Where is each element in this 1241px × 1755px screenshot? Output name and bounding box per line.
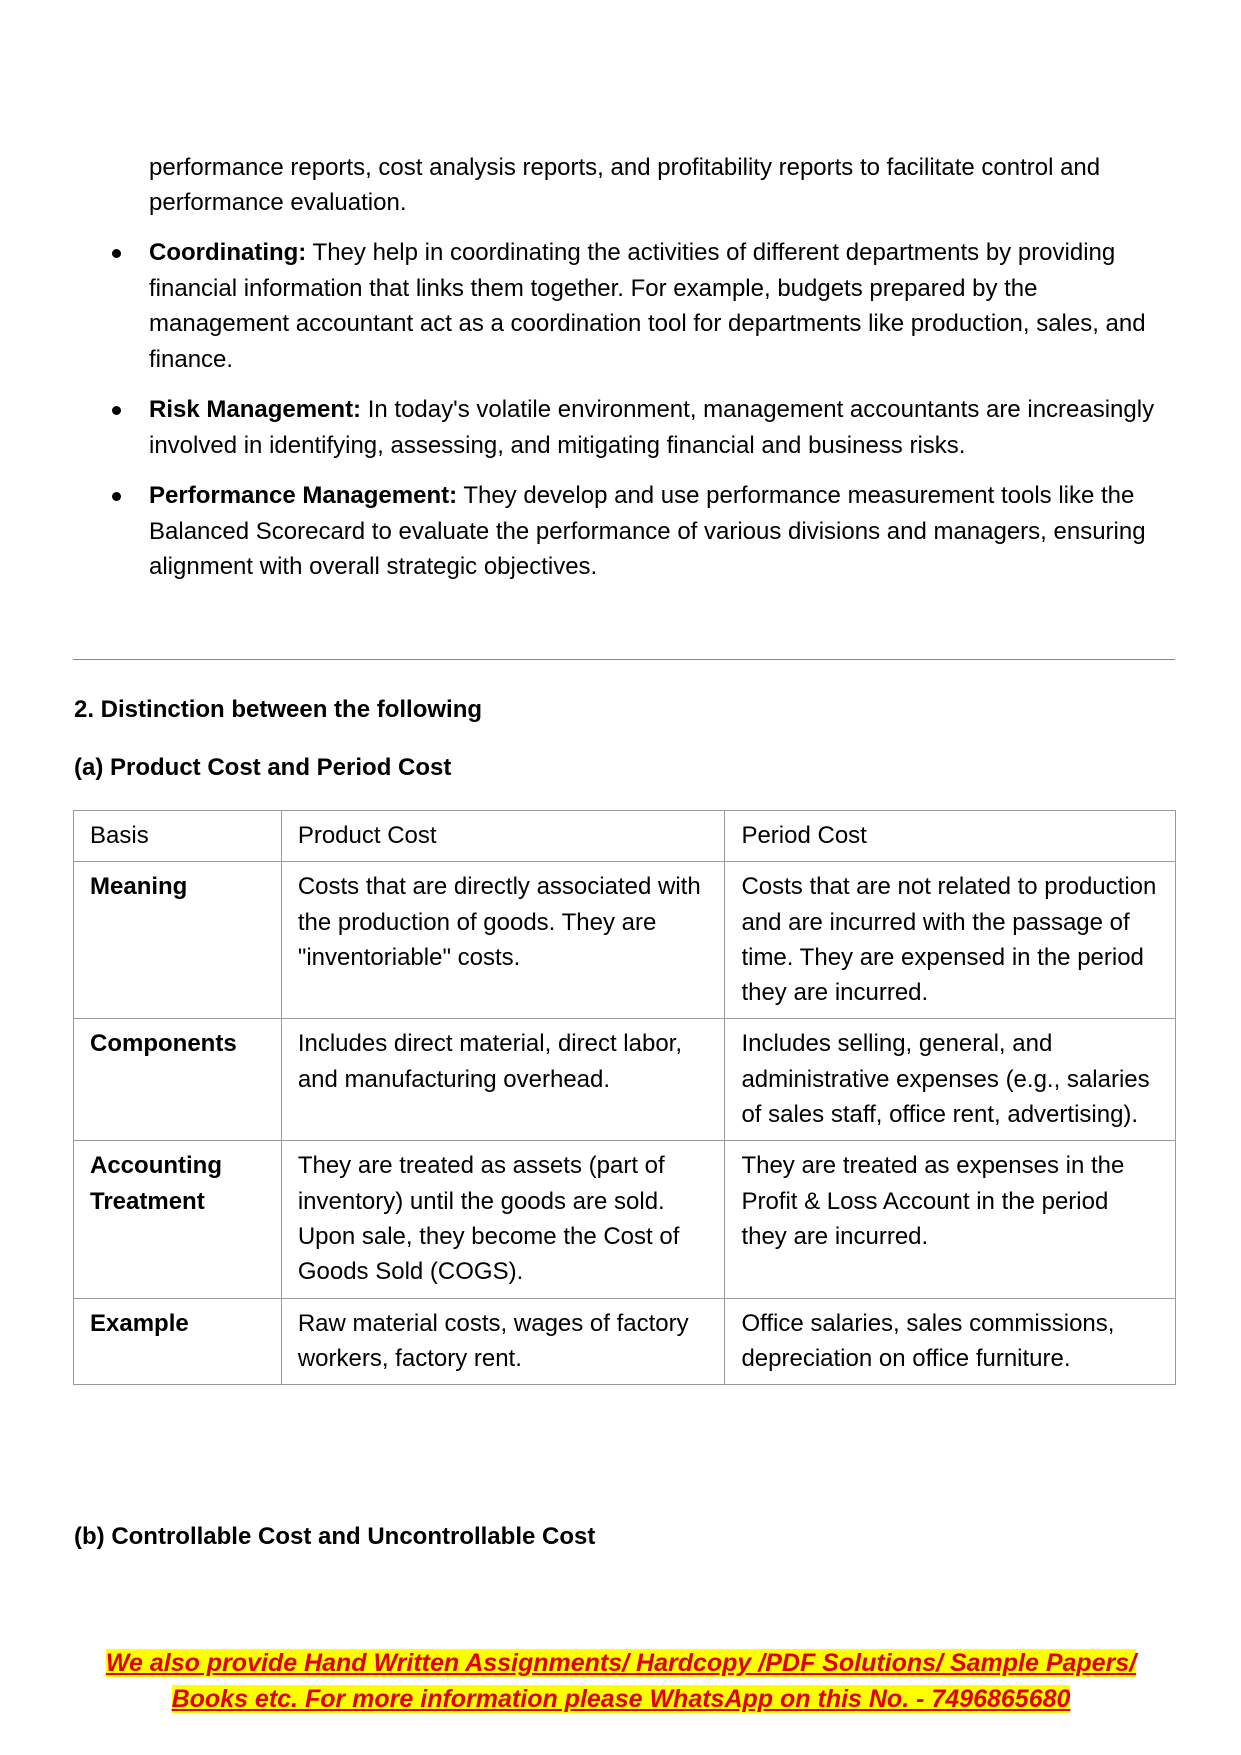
column-header-basis: Basis: [74, 811, 282, 862]
horizontal-divider: [73, 659, 1175, 660]
footer-line-1: We also provide Hand Written Assignments/ Hardcopy /PDF Solutions/ Sample Papers/: [105, 1649, 1137, 1677]
bullet-term: Risk Management:: [149, 396, 362, 423]
bullet-text: They help in coordinating the activities of different departments by providing financial information that links them together. For example, budgets prepared by the management accountant act as a coordination tool for departments like production, sales, and finance.: [149, 239, 1146, 373]
bullet-term: Performance Management:: [149, 482, 458, 509]
table-header-row: [74, 811, 1176, 862]
footer-advertisement: [90, 1645, 1152, 1717]
product-cost-cell: Raw material costs, wages of factory workers, factory rent.: [281, 1298, 725, 1385]
subsection-heading-b: (b) Controllable Cost and Uncontrollable Cost: [74, 1523, 596, 1550]
subsection-heading-a: (a) Product Cost and Period Cost: [74, 754, 452, 781]
bullet-icon: [112, 406, 121, 415]
bullet-icon: [112, 249, 121, 258]
basis-cell: Example: [74, 1298, 282, 1385]
product-cost-cell: They are treated as assets (part of inventory) until the goods are sold. Upon sale, they become the Cost of Goods Sold (COGS).: [281, 1141, 725, 1298]
list-item: [110, 478, 1180, 585]
column-header-period-cost: Period Cost: [725, 811, 1176, 862]
table-row: [74, 1298, 1176, 1385]
period-cost-cell: Costs that are not related to production and are incurred with the passage of time. They are expensed in the period they are incurred.: [725, 862, 1176, 1019]
basis-cell: Components: [74, 1019, 282, 1141]
table-row: [74, 1019, 1176, 1141]
comparison-table: [73, 810, 1176, 1385]
continuation-paragraph: performance reports, cost analysis reports, and profitability reports to facilitate control and performance evaluation.: [149, 154, 1101, 216]
basis-cell: Accounting Treatment: [74, 1141, 282, 1298]
bullet-text: They develop and use performance measurement tools like the Balanced Scorecard to evaluate the performance of various divisions and managers, ensuring alignment with overall strategic objectives.: [149, 482, 1146, 580]
list-item: [110, 235, 1180, 377]
basis-cell: Meaning: [74, 862, 282, 1019]
bullet-text: In today's volatile environment, management accountants are increasingly involved in identifying, assessing, and mitigating financial and business risks.: [149, 396, 1155, 459]
period-cost-cell: They are treated as expenses in the Profit & Loss Account in the period they are incurred.: [725, 1141, 1176, 1298]
product-cost-cell: Includes direct material, direct labor, and manufacturing overhead.: [281, 1019, 725, 1141]
period-cost-cell: Includes selling, general, and administrative expenses (e.g., salaries of sales staff, office rent, advertising).: [725, 1019, 1176, 1141]
bullet-list: [110, 235, 1180, 600]
table-row: [74, 862, 1176, 1019]
product-cost-cell: Costs that are directly associated with the production of goods. They are "inventoriable" costs.: [281, 862, 725, 1019]
period-cost-cell: Office salaries, sales commissions, depreciation on office furniture.: [725, 1298, 1176, 1385]
bullet-icon: [112, 492, 121, 501]
list-item: [110, 392, 1180, 463]
table-row: [74, 1141, 1176, 1298]
section-heading: 2. Distinction between the following: [74, 696, 483, 723]
footer-line-2: Books etc. For more information please WhatsApp on this No. - 7496865680: [171, 1685, 1071, 1713]
column-header-product-cost: Product Cost: [281, 811, 725, 862]
bullet-term: Coordinating:: [149, 239, 307, 266]
